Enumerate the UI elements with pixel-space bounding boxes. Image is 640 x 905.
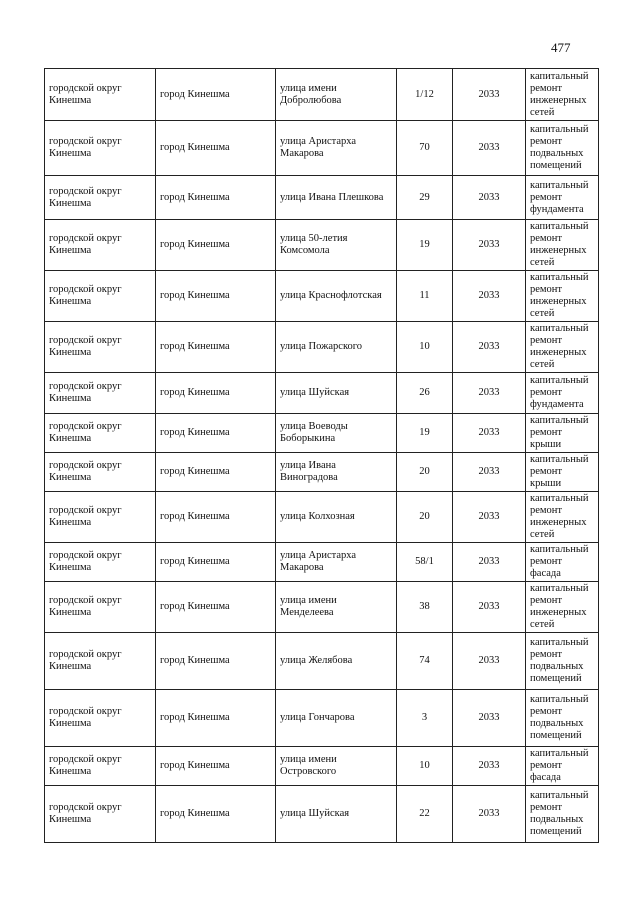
year-cell: 2033 xyxy=(453,786,526,843)
table-row xyxy=(45,176,599,220)
locality-cell: город Кинешма xyxy=(156,176,276,220)
municipality-cell: городской округ Кинешма xyxy=(45,271,156,322)
street-cell: улица Гончарова xyxy=(276,690,397,747)
municipality-cell: городской округ Кинешма xyxy=(45,453,156,492)
house-number-cell: 20 xyxy=(397,453,453,492)
municipality-cell: городской округ Кинешма xyxy=(45,121,156,176)
table-row xyxy=(45,220,599,271)
municipality-cell: городской округ Кинешма xyxy=(45,373,156,414)
street-cell: улица имени Менделеева xyxy=(276,582,397,633)
work-type-cell: капитальный ремонт крыши xyxy=(526,453,599,492)
table-row xyxy=(45,543,599,582)
house-number-cell: 26 xyxy=(397,373,453,414)
year-cell: 2033 xyxy=(453,582,526,633)
table-row xyxy=(45,492,599,543)
street-cell: улица Колхозная xyxy=(276,492,397,543)
street-cell: улица Аристарха Макарова xyxy=(276,543,397,582)
work-type-cell: капитальный ремонт крыши xyxy=(526,414,599,453)
work-type-cell: капитальный ремонт фасада xyxy=(526,543,599,582)
municipality-cell: городской округ Кинешма xyxy=(45,690,156,747)
table-row xyxy=(45,582,599,633)
page-number: 477 xyxy=(551,40,571,55)
house-number-cell: 10 xyxy=(397,322,453,373)
locality-cell: город Кинешма xyxy=(156,121,276,176)
year-cell: 2033 xyxy=(453,633,526,690)
year-cell: 2033 xyxy=(453,322,526,373)
municipality-cell: городской округ Кинешма xyxy=(45,786,156,843)
house-number-cell: 1/12 xyxy=(397,69,453,121)
locality-cell: город Кинешма xyxy=(156,582,276,633)
table-row xyxy=(45,271,599,322)
municipality-cell: городской округ Кинешма xyxy=(45,747,156,786)
table-row xyxy=(45,322,599,373)
street-cell: улица Пожарского xyxy=(276,322,397,373)
locality-cell: город Кинешма xyxy=(156,373,276,414)
house-number-cell: 22 xyxy=(397,786,453,843)
municipality-cell: городской округ Кинешма xyxy=(45,414,156,453)
street-cell: улица Шуйская xyxy=(276,373,397,414)
street-cell: улица Краснофлотская xyxy=(276,271,397,322)
table-row xyxy=(45,69,599,121)
house-number-cell: 20 xyxy=(397,492,453,543)
table-row xyxy=(45,786,599,843)
street-cell: улица Аристарха Макарова xyxy=(276,121,397,176)
work-type-cell: капитальный ремонт подвальных помещений xyxy=(526,690,599,747)
year-cell: 2033 xyxy=(453,492,526,543)
municipality-cell: городской округ Кинешма xyxy=(45,543,156,582)
municipality-cell: городской округ Кинешма xyxy=(45,322,156,373)
street-cell: улица Желябова xyxy=(276,633,397,690)
work-type-cell: капитальный ремонт фундамента xyxy=(526,176,599,220)
street-cell: улица имени Островского xyxy=(276,747,397,786)
work-type-cell: капитальный ремонт фасада xyxy=(526,747,599,786)
year-cell: 2033 xyxy=(453,373,526,414)
year-cell: 2033 xyxy=(453,414,526,453)
year-cell: 2033 xyxy=(453,69,526,121)
house-number-cell: 74 xyxy=(397,633,453,690)
repair-schedule-table xyxy=(44,68,599,843)
table-row xyxy=(45,690,599,747)
house-number-cell: 3 xyxy=(397,690,453,747)
house-number-cell: 10 xyxy=(397,747,453,786)
table-row xyxy=(45,373,599,414)
municipality-cell: городской округ Кинешма xyxy=(45,582,156,633)
municipality-cell: городской округ Кинешма xyxy=(45,492,156,543)
house-number-cell: 58/1 xyxy=(397,543,453,582)
house-number-cell: 11 xyxy=(397,271,453,322)
locality-cell: город Кинешма xyxy=(156,747,276,786)
table-row xyxy=(45,747,599,786)
locality-cell: город Кинешма xyxy=(156,453,276,492)
work-type-cell: капитальный ремонт инженерных сетей xyxy=(526,271,599,322)
locality-cell: город Кинешма xyxy=(156,322,276,373)
table-row xyxy=(45,633,599,690)
work-type-cell: капитальный ремонт фундамента xyxy=(526,373,599,414)
locality-cell: город Кинешма xyxy=(156,786,276,843)
year-cell: 2033 xyxy=(453,271,526,322)
work-type-cell: капитальный ремонт подвальных помещений xyxy=(526,633,599,690)
locality-cell: город Кинешма xyxy=(156,690,276,747)
table-row xyxy=(45,453,599,492)
locality-cell: город Кинешма xyxy=(156,543,276,582)
street-cell: улица Ивана Плешкова xyxy=(276,176,397,220)
table-row xyxy=(45,121,599,176)
work-type-cell: капитальный ремонт инженерных сетей xyxy=(526,220,599,271)
locality-cell: город Кинешма xyxy=(156,633,276,690)
municipality-cell: городской округ Кинешма xyxy=(45,176,156,220)
year-cell: 2033 xyxy=(453,690,526,747)
year-cell: 2033 xyxy=(453,176,526,220)
locality-cell: город Кинешма xyxy=(156,271,276,322)
year-cell: 2033 xyxy=(453,747,526,786)
work-type-cell: капитальный ремонт подвальных помещений xyxy=(526,121,599,176)
locality-cell: город Кинешма xyxy=(156,220,276,271)
municipality-cell: городской округ Кинешма xyxy=(45,633,156,690)
locality-cell: город Кинешма xyxy=(156,69,276,121)
work-type-cell: капитальный ремонт инженерных сетей xyxy=(526,582,599,633)
table-row xyxy=(45,414,599,453)
year-cell: 2033 xyxy=(453,453,526,492)
work-type-cell: капитальный ремонт инженерных сетей xyxy=(526,492,599,543)
house-number-cell: 38 xyxy=(397,582,453,633)
street-cell: улица Ивана Виноградова xyxy=(276,453,397,492)
locality-cell: город Кинешма xyxy=(156,414,276,453)
street-cell: улица Шуйская xyxy=(276,786,397,843)
locality-cell: город Кинешма xyxy=(156,492,276,543)
house-number-cell: 19 xyxy=(397,414,453,453)
municipality-cell: городской округ Кинешма xyxy=(45,220,156,271)
street-cell: улица имени Добролюбова xyxy=(276,69,397,121)
house-number-cell: 70 xyxy=(397,121,453,176)
year-cell: 2033 xyxy=(453,121,526,176)
street-cell: улица Воеводы Боборыкина xyxy=(276,414,397,453)
year-cell: 2033 xyxy=(453,543,526,582)
house-number-cell: 19 xyxy=(397,220,453,271)
street-cell: улица 50-летия Комсомола xyxy=(276,220,397,271)
work-type-cell: капитальный ремонт инженерных сетей xyxy=(526,322,599,373)
house-number-cell: 29 xyxy=(397,176,453,220)
municipality-cell: городской округ Кинешма xyxy=(45,69,156,121)
year-cell: 2033 xyxy=(453,220,526,271)
work-type-cell: капитальный ремонт подвальных помещений xyxy=(526,786,599,843)
work-type-cell: капитальный ремонт инженерных сетей xyxy=(526,69,599,121)
